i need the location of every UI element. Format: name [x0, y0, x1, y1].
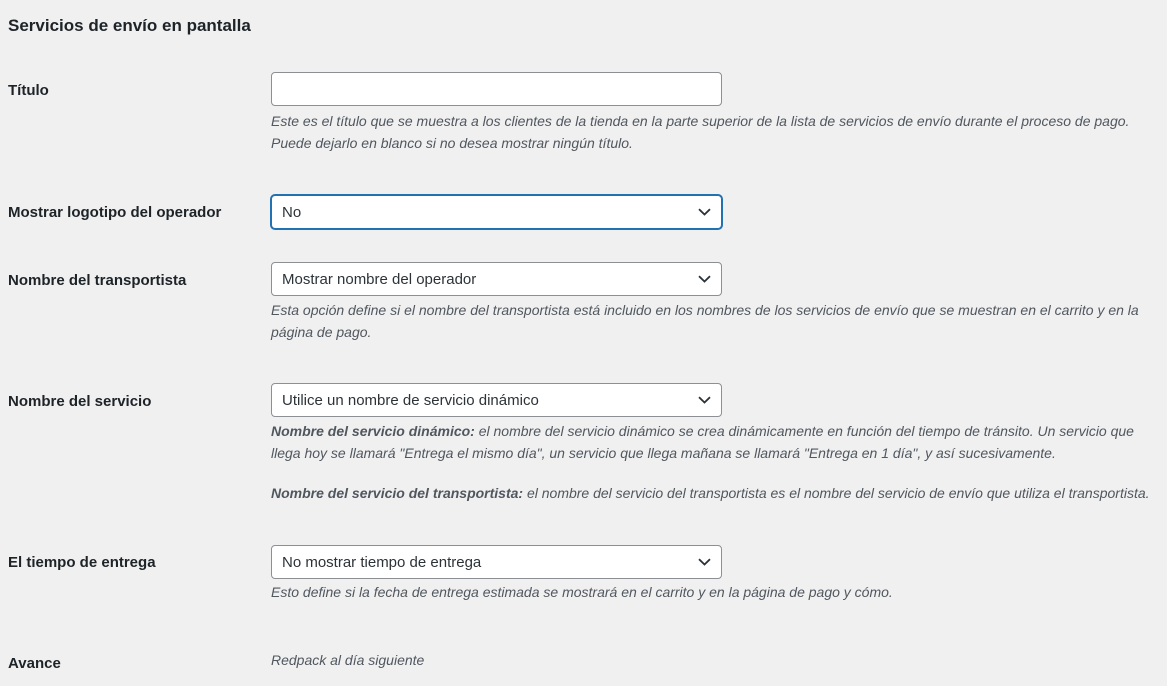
titulo-description-line1: Este es el título que se muestra a los clientes de la tienda en la parte superior de la lista de servicios de envío durante el proceso de pago. [271, 113, 1130, 129]
transportista-description: Esta opción define si el nombre del transportista está incluido en los nombres de los servicios de envío que se muestran en el carrito y en la página de pago. [271, 302, 1139, 340]
titulo-description-line2: Puede dejarlo en blanco si no desea mostrar ningún título. [271, 135, 633, 151]
titulo-label: Título [8, 82, 49, 99]
logo-select-value: No [282, 203, 302, 221]
servicio-label: Nombre del servicio [8, 393, 152, 410]
servicio-select-value: Utilice un nombre de servicio dinámico [282, 391, 539, 409]
tiempo-label: El tiempo de entrega [8, 554, 156, 571]
chevron-down-icon [697, 393, 711, 407]
servicio-select[interactable] [271, 383, 722, 417]
chevron-down-icon [697, 272, 711, 286]
servicio-dynamic-text: el nombre del servicio dinámico se crea dinámicamente en función del tiempo de tránsito. Un servicio que llega hoy se llamará "Entrega el mismo día", un servicio que llega mañana se llamará "Entrega en 1 día", y así sucesivamente. [271, 423, 1134, 461]
tiempo-description: Esto define si la fecha de entrega estimada se mostrará en el carrito y en la página de pago y cómo. [271, 584, 893, 600]
section-title: Servicios de envío en pantalla [8, 16, 251, 35]
servicio-dynamic-title: Nombre del servicio dinámico: [271, 423, 475, 439]
transportista-select-value: Mostrar nombre del operador [282, 270, 477, 288]
chevron-down-icon [697, 555, 711, 569]
servicio-carrier-text: el nombre del servicio del transportista es el nombre del servicio de envío que utiliza el transportista. [523, 485, 1150, 501]
logo-label: Mostrar logotipo del operador [8, 204, 222, 221]
chevron-down-icon [697, 205, 711, 219]
servicio-carrier-description [271, 482, 1161, 504]
titulo-description [271, 110, 1161, 154]
avance-label: Avance [8, 655, 61, 672]
avance-value: Redpack al día siguiente [271, 652, 425, 668]
transportista-label: Nombre del transportista [8, 272, 187, 289]
tiempo-select[interactable] [271, 545, 722, 579]
servicio-carrier-title: Nombre del servicio del transportista: [271, 485, 524, 501]
titulo-input[interactable] [271, 72, 722, 106]
logo-select[interactable] [271, 195, 722, 229]
transportista-select[interactable] [271, 262, 722, 296]
servicio-dynamic-description [271, 420, 1161, 464]
tiempo-select-value: No mostrar tiempo de entrega [282, 553, 482, 571]
